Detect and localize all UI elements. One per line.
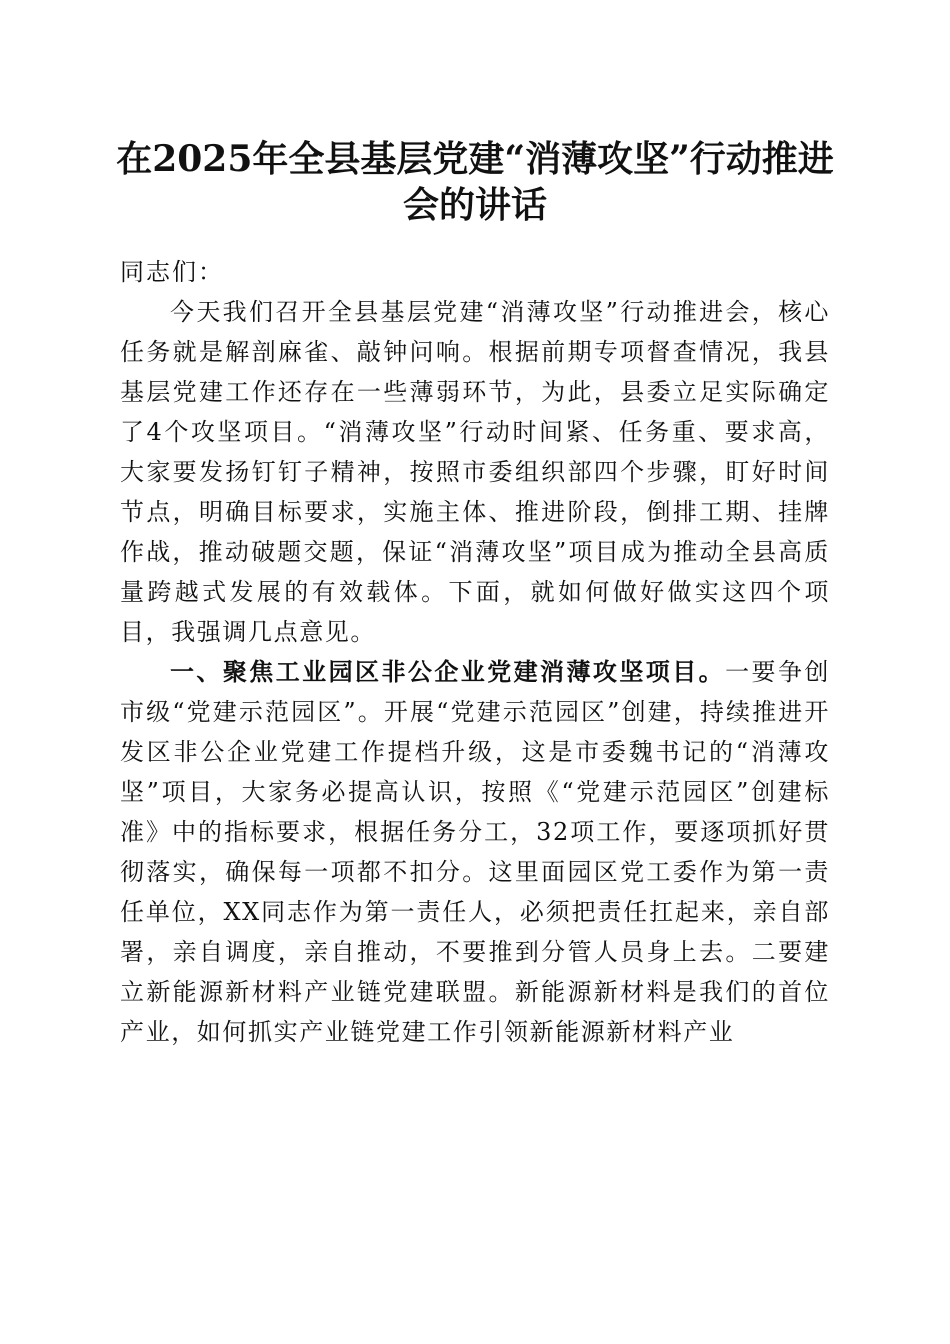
- document-title: 在2025年全县基层党建“消薄攻坚”行动推进会的讲话: [116, 138, 834, 226]
- section-one-text: 一要争创市级“党建示范园区”。开展“党建示范园区”创建，持续推进开发区非公企业党建工作提档升级，这是市委魏书记的“消薄攻坚”项目，大家务必提高认识，按照《“党建示范园区”创建标准》中的指标要求，根据任务分工，32项工作，要逐项抓好贯彻落实，确保每一项都不扣分。这里面园区党工委作为第一责任单位，XX同志作为第一责任人，必须把责任扛起来，亲自部署，亲自调度，亲自推动，不要推到分管人员身上去。二要建立新能源新材料产业链党建联盟。新能源新材料是我们的首位产业，如何抓实产业链党建工作引领新能源新材料产业: [120, 658, 830, 1046]
- salutation: 同志们：: [120, 258, 224, 286]
- intro-paragraph: 今天我们召开全县基层党建“消薄攻坚”行动推进会，核心任务就是解剖麻雀、敲钟问响。根据前期专项督查情况，我县基层党建工作还存在一些薄弱环节，为此，县委立足实际确定了4个攻坚项目。“消薄攻坚”行动时间紧、任务重、要求高，大家要发扬钉钉子精神，按照市委组织部四个步骤，盯好时间节点，明确目标要求，实施主体、推进阶段，倒排工期、挂牌作战，推动破题交题，保证“消薄攻坚”项目成为推动全县高质量跨越式发展的有效载体。下面，就如何做好做实这四个项目，我强调几点意见。: [120, 298, 830, 646]
- document-body: [120, 252, 830, 1052]
- section-one-heading: 一、聚焦工业园区非公企业党建消薄攻坚项目。: [170, 657, 726, 686]
- section-one-paragraph: [120, 652, 830, 1052]
